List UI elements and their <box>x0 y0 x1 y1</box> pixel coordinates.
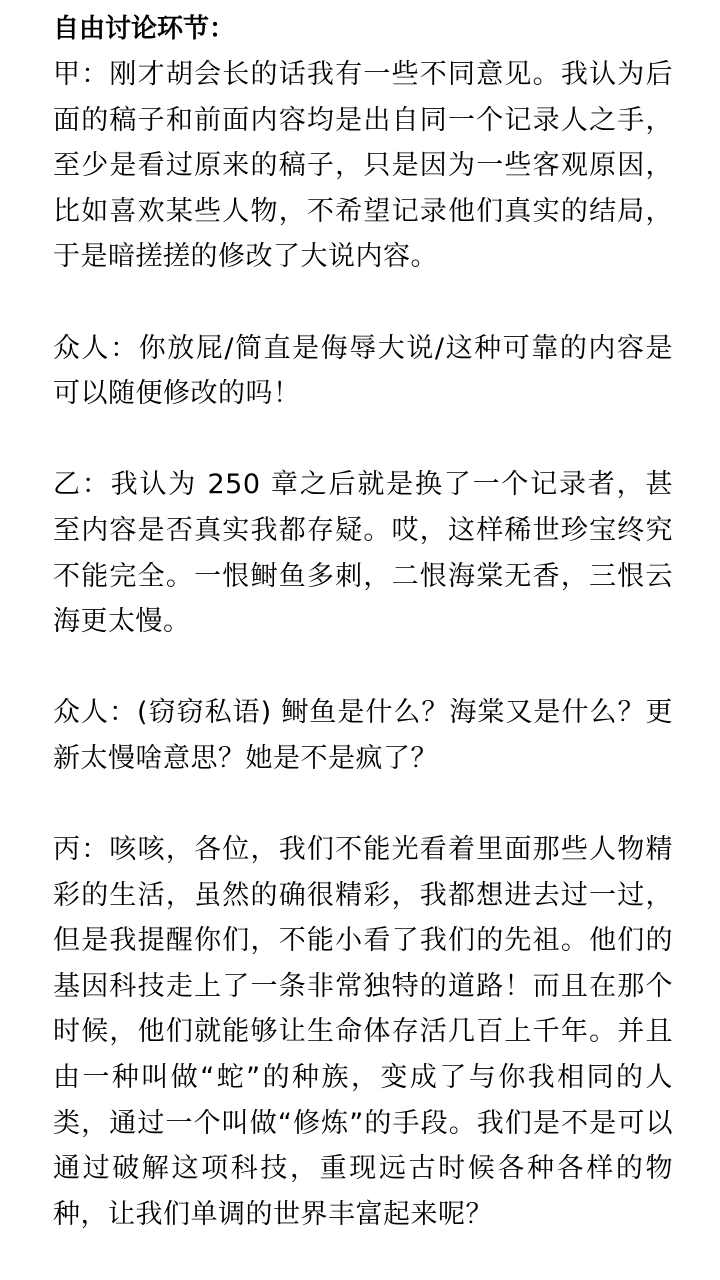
paragraph-crowd-1: 众人：你放屁/简直是侮辱大说/这种可靠的内容是可以随便修改的吗！ <box>53 332 673 410</box>
paragraph-bing: 丙：咳咳，各位，我们不能光看着里面那些人物精彩的生活，虽然的确很精彩，我都想进去过一过，但是我提醒你们，不能小看了我们的先祖。他们的基因科技走上了一条非常独特的道路！而且在那个时候，他们就能够让生命体存活几百上千年。并且由一种叫做“蛇”的种族，变成了与你我相同的人类，通过一个叫做“修炼”的手段。我们是不是可以通过破解这项科技，重现远古时候各种各样的物种，让我们单调的世界丰富起来呢？ <box>53 834 673 1230</box>
paragraph-yi: 乙：我认为 250 章之后就是换了一个记录者，甚至内容是否真实我都存疑。哎，这样稀世珍宝终究不能完全。一恨鲥鱼多刺，二恨海棠无香，三恨云海更太慢。 <box>53 469 673 638</box>
paragraph-gap <box>53 645 673 691</box>
paragraph-gap <box>53 280 673 326</box>
section-heading: 自由讨论环节： <box>53 14 236 44</box>
paragraph-gap <box>53 782 673 828</box>
document-page <box>53 6 673 1237</box>
paragraph-crowd-2: 众人：(窃窃私语) 鲥鱼是什么？海棠又是什么？更新太慢啥意思？她是不是疯了？ <box>53 697 673 774</box>
paragraph-jia: 甲：刚才胡会长的话我有一些不同意见。我认为后面的稿子和前面内容均是出自同一个记录人之手，至少是看过原来的稿子，只是因为一些客观原因，比如喜欢某些人物，不希望记录他们真实的结局，于是暗搓搓的修改了大说内容。 <box>53 59 673 273</box>
paragraph-gap <box>53 417 673 463</box>
